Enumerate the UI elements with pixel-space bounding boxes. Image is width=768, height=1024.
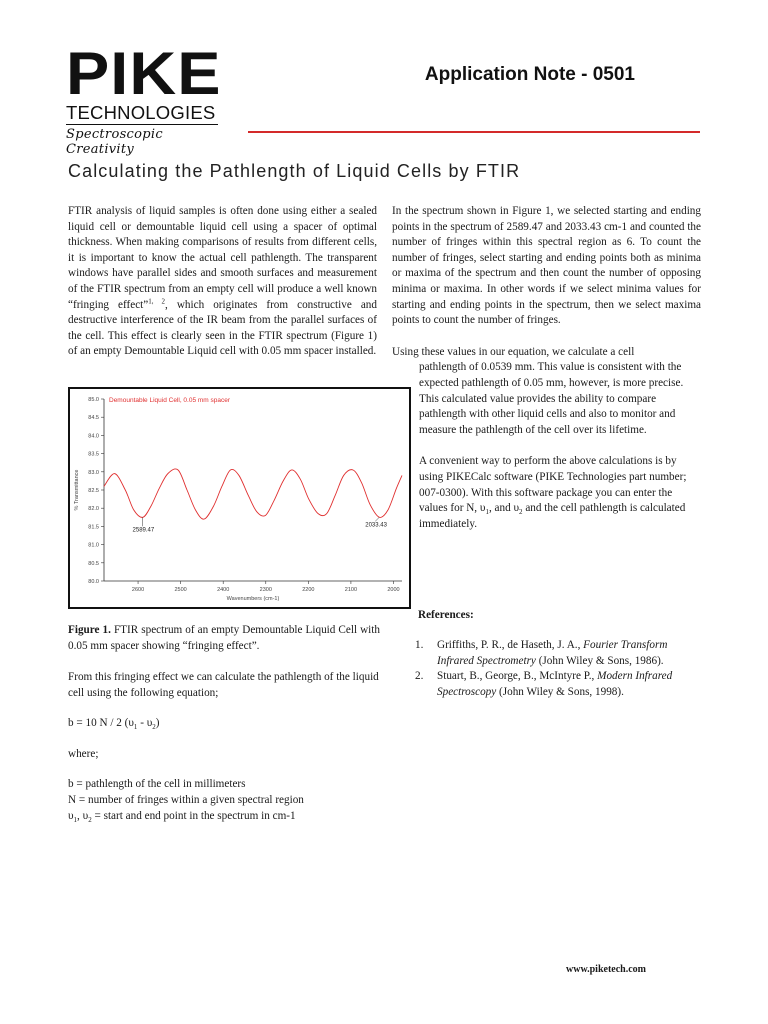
x-tick-label: 2100 (344, 587, 358, 593)
y-tick-label: 84.5 (88, 415, 99, 422)
y-tick-label: 83.5 (88, 451, 99, 458)
x-tick-label: 2000 (387, 587, 400, 593)
software-text-c: and the cell pathlength is calculated immediately. (419, 502, 686, 530)
reference-title: Modern Infrared Spectroscopy (437, 670, 673, 698)
annotation-leader (375, 517, 379, 521)
pike-logo (66, 40, 222, 157)
def-v-a: υ (68, 809, 74, 822)
def-v-sub2: 2 (88, 815, 92, 824)
logo-main-text: PIKE (66, 40, 222, 107)
reference-item (415, 669, 705, 700)
software-sub-1: 1 (485, 508, 489, 517)
page-title: Calculating the Pathlength of Liquid Cells by FTIR (68, 161, 521, 181)
annotation-label: 2589.47 (132, 527, 155, 534)
website-link[interactable]: www.piketech.com (566, 964, 646, 975)
intro-paragraph (68, 204, 377, 360)
x-tick-label: 2200 (302, 587, 315, 593)
annotation-label: 2033.43 (365, 522, 387, 529)
y-tick-label: 83.0 (88, 469, 99, 476)
where-label: where; (68, 747, 99, 760)
software-text-b: , and υ (488, 502, 520, 515)
logo-sub-text: TECHNOLOGIES (66, 103, 218, 125)
definition-n: N = number of fringes within a given spectral region (68, 793, 304, 806)
reference-title: Fourier Transform Infrared Spectrometry (437, 639, 668, 667)
x-tick-label: 2300 (259, 587, 272, 593)
y-tick-label: 85.0 (88, 397, 99, 403)
reference-authors: Stuart, B., George, B., McIntyre P., (437, 670, 598, 683)
reference-publisher: (John Wiley & Sons, 1998). (496, 685, 624, 698)
y-tick-label: 82.0 (88, 506, 99, 513)
eq-part-a: b = 10 N / 2 (υ (68, 717, 134, 730)
def-v-sub1: 1 (73, 815, 78, 824)
y-tick-label: 84.0 (88, 433, 99, 440)
intro-citation: 1, 2 (148, 296, 165, 305)
def-v-c: = start and end point in the spectrum in cm-1 (91, 809, 296, 822)
equation-intro: From this fringing effect we can calculate the pathlength of the liquid cell using the following equation; (68, 671, 379, 699)
spectrum-series-line (104, 469, 402, 519)
x-tick-label: 2400 (217, 587, 230, 593)
caption-text: FTIR spectrum of an empty Demountable Liquid Cell with 0.05 mm spacer showing “fringing effect”. (68, 624, 380, 652)
right-column (392, 204, 701, 532)
logo-tagline: Spectroscopic Creativity (66, 127, 163, 157)
header-rule (248, 131, 700, 133)
reference-number: 1. (415, 639, 424, 651)
references-heading: References: (418, 609, 474, 621)
definition-b: b = pathlength of the cell in millimeters (68, 778, 246, 791)
eq-sub-1: 1 (133, 723, 138, 732)
chart-title: Demountable Liquid Cell, 0.05 mm spacer (109, 397, 231, 404)
reference-publisher: (John Wiley & Sons, 1986). (535, 654, 664, 667)
software-paragraph (392, 454, 701, 532)
x-axis-label: Wavenumbers (cm-1) (226, 596, 280, 602)
y-tick-label: 80.5 (88, 560, 99, 567)
equation (68, 716, 388, 732)
software-sub-2: 2 (519, 508, 523, 517)
y-axis-label: % Transmittance (74, 469, 80, 511)
method-paragraph: In the spectrum shown in Figure 1, we selected starting and ending points in the spectrum of 2589.47 and 2033.43 cm-1 and counted the number of fringes within this spectral region as 6. To count the number of fringes, select starting and ending points both as minima or maxima of the spectrum and then count the number of opposing minima or maxima. In other words if we select minima values for starting and ending points in the spectrum, then we select maxima points to count the number of fringes. (392, 205, 701, 327)
references-list (415, 638, 705, 700)
y-tick-label: 82.5 (88, 488, 99, 494)
eq-part-c: ) (155, 717, 160, 730)
figure-caption (68, 623, 380, 654)
spectrum-chart-svg (70, 389, 409, 607)
left-column-intro (68, 204, 377, 360)
figure-1-chart (68, 387, 411, 609)
reference-authors: Griffiths, P. R., de Haseth, J. A., (437, 639, 584, 651)
x-tick-label: 2600 (131, 587, 145, 593)
y-tick-label: 81.0 (88, 542, 99, 549)
y-tick-label: 80.0 (88, 579, 99, 585)
def-v-b: , υ (77, 809, 89, 822)
definition-v (68, 809, 388, 825)
caption-label: Figure 1. (68, 624, 111, 636)
y-tick-label: 81.5 (88, 524, 99, 531)
reference-item (415, 638, 705, 669)
equation-section (68, 670, 388, 824)
result-paragraph-first-line: Using these values in our equation, we calculate a cell (392, 345, 635, 358)
application-note-number: Application Note - 0501 (424, 64, 635, 85)
result-paragraph: pathlength of 0.0539 mm. This value is consistent with the expected pathlength of 0.05 mm, however, is more precise. This calculated value provides the ability to compare pathlength with other liquid cells and also to monitor and measure the pathlength of the cell over its lifetime. (419, 361, 684, 436)
software-text-a: A convenient way to perform the above calculations is by using PIKECalc software (PIKE Technologies part number; 007-0300). With this software package you can enter the values for N, υ (419, 455, 687, 515)
intro-text-b: , which originates from constructive and destructive interference of the IR beam from the parallel surfaces of the cell. This effect is clearly seen in the FTIR spectrum (Figure 1) of an empty Demountable Liquid cell with 0.05 mm spacer installed. (68, 298, 377, 358)
eq-part-b: - υ (137, 717, 153, 730)
eq-sub-2: 2 (152, 723, 156, 732)
intro-text-a: FTIR analysis of liquid samples is often done using either a sealed liquid cell or demountable liquid cell using a spacer of optimal thickness. When making comparisons of results from different cells, it is important to know the actual cell pathlength. The transparent windows have parallel sides and smooth surfaces and measurement of the FTIR spectrum from an empty cell will produce a well known “fringing effect” (68, 205, 377, 311)
reference-number: 2. (415, 670, 424, 683)
x-tick-label: 2500 (174, 587, 187, 593)
